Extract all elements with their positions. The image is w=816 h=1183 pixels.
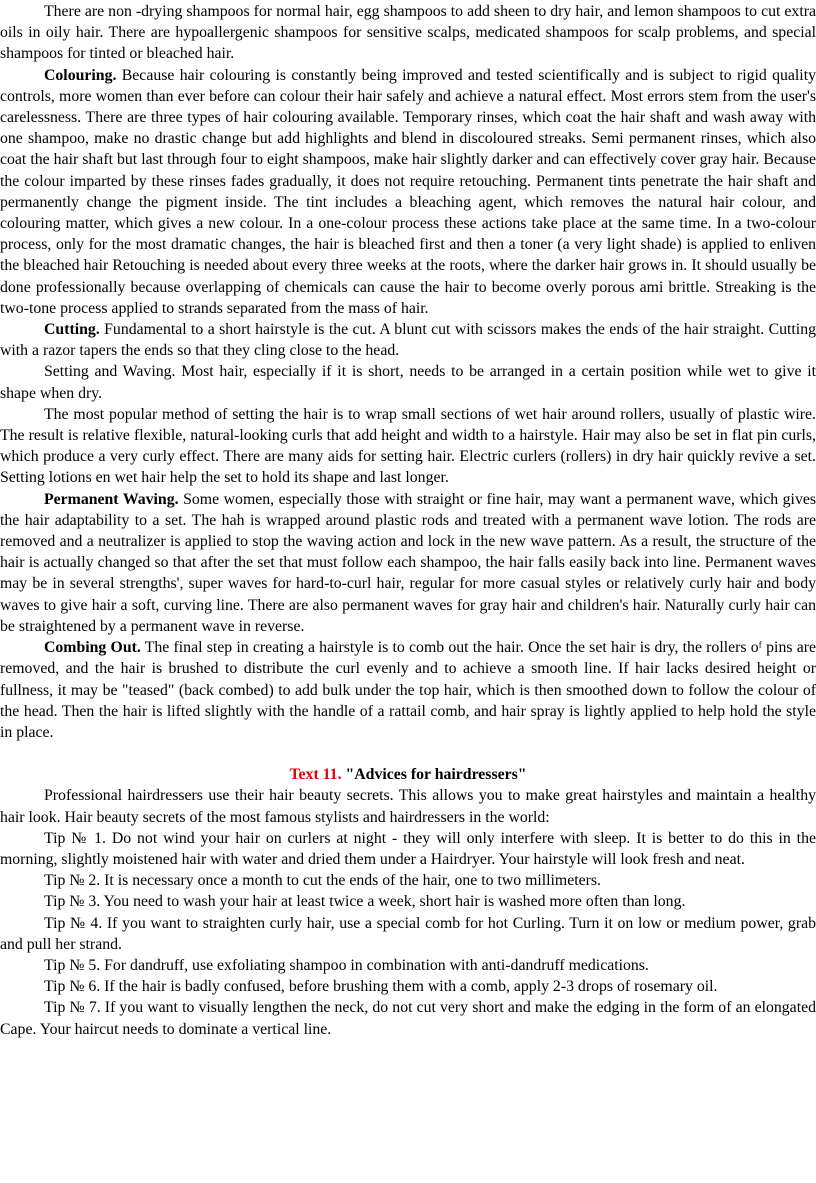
permanent-waving-label: Permanent Waving. (44, 490, 179, 508)
colouring-label: Colouring. (44, 66, 117, 84)
shampoo-paragraph: There are non -drying shampoos for normal hair, egg shampoos to add sheen to dry hair, and lemon shampoos to cut extra oils in oily hair. There are hypoallergenic shampoos for sensitive scalps, medicated shampoos for scalp problems, and special shampoos for tinted or bleached hair. (0, 3, 816, 63)
tip-2: Tip № 2. It is necessary once a month to cut the ends of the hair, one to two millimeters. (44, 872, 601, 890)
setting-method-paragraph: The most popular method of setting the hair is to wrap small sections of wet hair around rollers, usually of plastic wire. The result is relative flexible, natural-looking curls that add height and width to a hairstyle. Hair may also be set in flat pin curls, which produce a very curly effect. There are many aids for setting hair. Electric curlers (rollers) in dry hair quickly revive a set. Setting lotions en wet hair help the set to hold its shape and last longer. (0, 405, 816, 487)
combing-out-paragraph (0, 637, 816, 743)
text11-label: Text 11. (289, 766, 342, 784)
cutting-paragraph (0, 319, 816, 361)
setting-paragraph: Setting and Waving. Most hair, especially if it is short, needs to be arranged in a certain position while wet to give it shape when dry. (0, 363, 816, 402)
text11-intro: Professional hairdressers use their hair beauty secrets. This allows you to make great hairstyles and maintain a healthy hair look. Hair beauty secrets of the most famous stylists and hairdressers in the world: (0, 787, 816, 826)
text11-heading (0, 764, 816, 785)
cutting-text: Fundamental to a short hairstyle is the cut. A blunt cut with scissors makes the ends of the hair straight. Cutting with a razor tapers the ends so that they cling close to the head. (0, 321, 816, 360)
tip-3: Tip № 3. You need to wash your hair at least twice a week, short hair is washed more often than long. (44, 893, 686, 911)
tip-6: Tip № 6. If the hair is badly confused, before brushing them with a comb, apply 2-3 drops of rosemary oil. (44, 978, 718, 996)
permanent-waving-paragraph (0, 489, 816, 637)
combing-out-text: The final step in creating a hairstyle is to comb out the hair. Once the set hair is dry, the rollers oᶠ pins are removed, and the hair is brushed to distribute the curl evenly and to achieve a smooth line. If hair lacks desired height or fullness, it may be "teased" (back combed) to add bulk under the top hair, which is then smoothed down to follow the colour of the head. Then the hair is lifted slightly with the handle of a rattail comb, and hair spray is lightly applied to help hold the style in place. (0, 639, 816, 741)
text11-title: "Advices for hairdressers" (341, 766, 527, 784)
tip-5: Tip № 5. For dandruff, use exfoliating shampoo in combination with anti-dandruff medications. (44, 956, 649, 974)
cutting-label: Cutting. (44, 321, 100, 339)
colouring-paragraph (0, 65, 816, 319)
tip-7: Tip № 7. If you want to visually lengthen the neck, do not cut very short and make the edging in the form of an elongated Cape. Your haircut needs to dominate a vertical line. (0, 999, 816, 1038)
tip-4: Tip № 4. If you want to straighten curly hair, use a special comb for hot Curling. Turn it on low or medium power, grab and pull her strand. (0, 914, 816, 953)
combing-out-label: Combing Out. (44, 639, 141, 657)
permanent-waving-text: Some women, especially those with straight or fine hair, may want a permanent wave, which gives the hair adaptability to a set. The hah is wrapped around plastic rods and treated with a permanent wave lotion. The rods are removed and a neutralizer is applied to stop the waving action and lock in the new wave pattern. As a result, the structure of the hair is actually changed so that after the set that must follow each shampoo, the hair falls easily back into line. Permanent waves may be in several strengths', super waves for hard-to-curl hair, regular for more casual styles or relatively curly hair and body waves to give hair a soft, curving line. There are also permanent waves for gray hair and children's hair. Naturally curly hair can be straightened by a permanent wave in reverse. (0, 490, 816, 635)
tip-1: Tip № 1. Do not wind your hair on curlers at night - they will only interfere with sleep. It is better to do this in the morning, slightly moistened hair with water and dried them under a Hairdryer. Your hairstyle will look fresh and neat. (0, 829, 816, 868)
colouring-text: Because hair colouring is constantly being improved and tested scientifically and is subject to rigid quality controls, more women than ever before can colour their hair safely and achieve a natural effect. Most errors stem from the user's carelessness. There are three types of hair colouring available. Temporary rinses, which coat the hair shaft and wash away with one shampoo, make no drastic change but add highlights and blend in discoloured streaks. Semi permanent rinses, which also coat the hair shaft but last through four to eight shampoos, make hair slightly darker and can effectively cover gray hair. Because the colour imparted by these rinses fades gradually, it does not require retouching. Permanent tints penetrate the hair shaft and permanently change the pigment inside. The tint includes a bleaching agent, which removes the natural hair colour, and colouring matter, which gives a new colour. In a one-colour process these actions take place at the same time. In a two-colour process, only for the most dramatic changes, the hair is bleached first and then a toner (a very light shade) is applied to enliven the bleached hair Retouching is needed about every three weeks at the roots, where the darker hair grows in. It should usually be done professionally because overlapping of chemicals can cause the hair to become overly porous ami brittle. Streaking is the two-tone process applied to strands separated from the mass of hair. (0, 66, 816, 317)
